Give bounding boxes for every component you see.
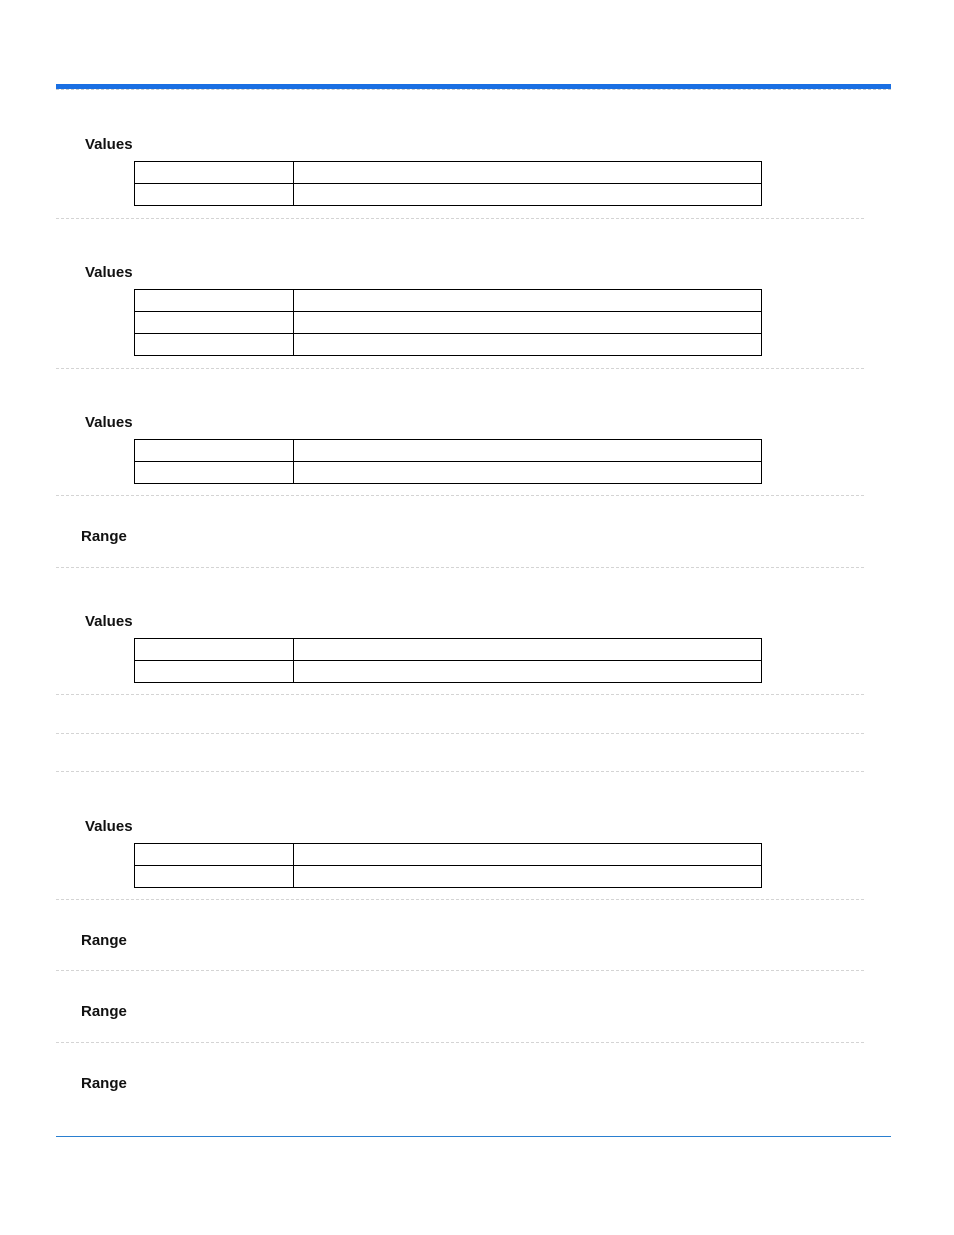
- table-cell: [135, 844, 294, 866]
- table-row: [135, 290, 762, 312]
- table-row: [135, 162, 762, 184]
- section-label: Range: [81, 1003, 127, 1020]
- table-cell: [294, 312, 762, 334]
- table-cell: [135, 184, 294, 206]
- table-cell: [135, 334, 294, 356]
- table-cell: [135, 290, 294, 312]
- table-cell: [294, 844, 762, 866]
- values-table: [134, 289, 762, 356]
- section-divider: [56, 567, 864, 568]
- section-label: Range: [81, 528, 127, 545]
- section-divider: [56, 694, 864, 695]
- table-cell: [294, 162, 762, 184]
- table-row: [135, 440, 762, 462]
- table-row: [135, 661, 762, 683]
- table-cell: [294, 639, 762, 661]
- table-cell: [294, 462, 762, 484]
- table-row: [135, 866, 762, 888]
- table-cell: [135, 162, 294, 184]
- section-divider: [56, 899, 864, 900]
- section-divider: [56, 495, 864, 496]
- section-label: Values: [85, 613, 133, 630]
- table-row: [135, 184, 762, 206]
- table-cell: [135, 312, 294, 334]
- table-cell: [135, 866, 294, 888]
- section-label: Range: [81, 932, 127, 949]
- section-divider: [56, 970, 864, 971]
- section-divider: [56, 1042, 864, 1043]
- table-cell: [294, 661, 762, 683]
- table-cell: [294, 334, 762, 356]
- section-label: Values: [85, 264, 133, 281]
- table-cell: [135, 639, 294, 661]
- section-label: Values: [85, 818, 133, 835]
- table-cell: [294, 290, 762, 312]
- table-cell: [135, 661, 294, 683]
- table-cell: [294, 866, 762, 888]
- section-divider: [56, 771, 864, 772]
- table-row: [135, 844, 762, 866]
- section-divider: [56, 218, 864, 219]
- table-cell: [294, 184, 762, 206]
- table-cell: [294, 440, 762, 462]
- values-table: [134, 843, 762, 888]
- table-row: [135, 639, 762, 661]
- table-row: [135, 312, 762, 334]
- section-label: Values: [85, 136, 133, 153]
- footer-rule: [56, 1136, 891, 1137]
- table-row: [135, 334, 762, 356]
- section-label: Range: [81, 1075, 127, 1092]
- values-table: [134, 161, 762, 206]
- header-rule-shadow: [56, 89, 891, 91]
- table-cell: [135, 440, 294, 462]
- section-label: Values: [85, 414, 133, 431]
- table-row: [135, 462, 762, 484]
- section-divider: [56, 368, 864, 369]
- table-cell: [135, 462, 294, 484]
- section-divider: [56, 733, 864, 734]
- values-table: [134, 638, 762, 683]
- values-table: [134, 439, 762, 484]
